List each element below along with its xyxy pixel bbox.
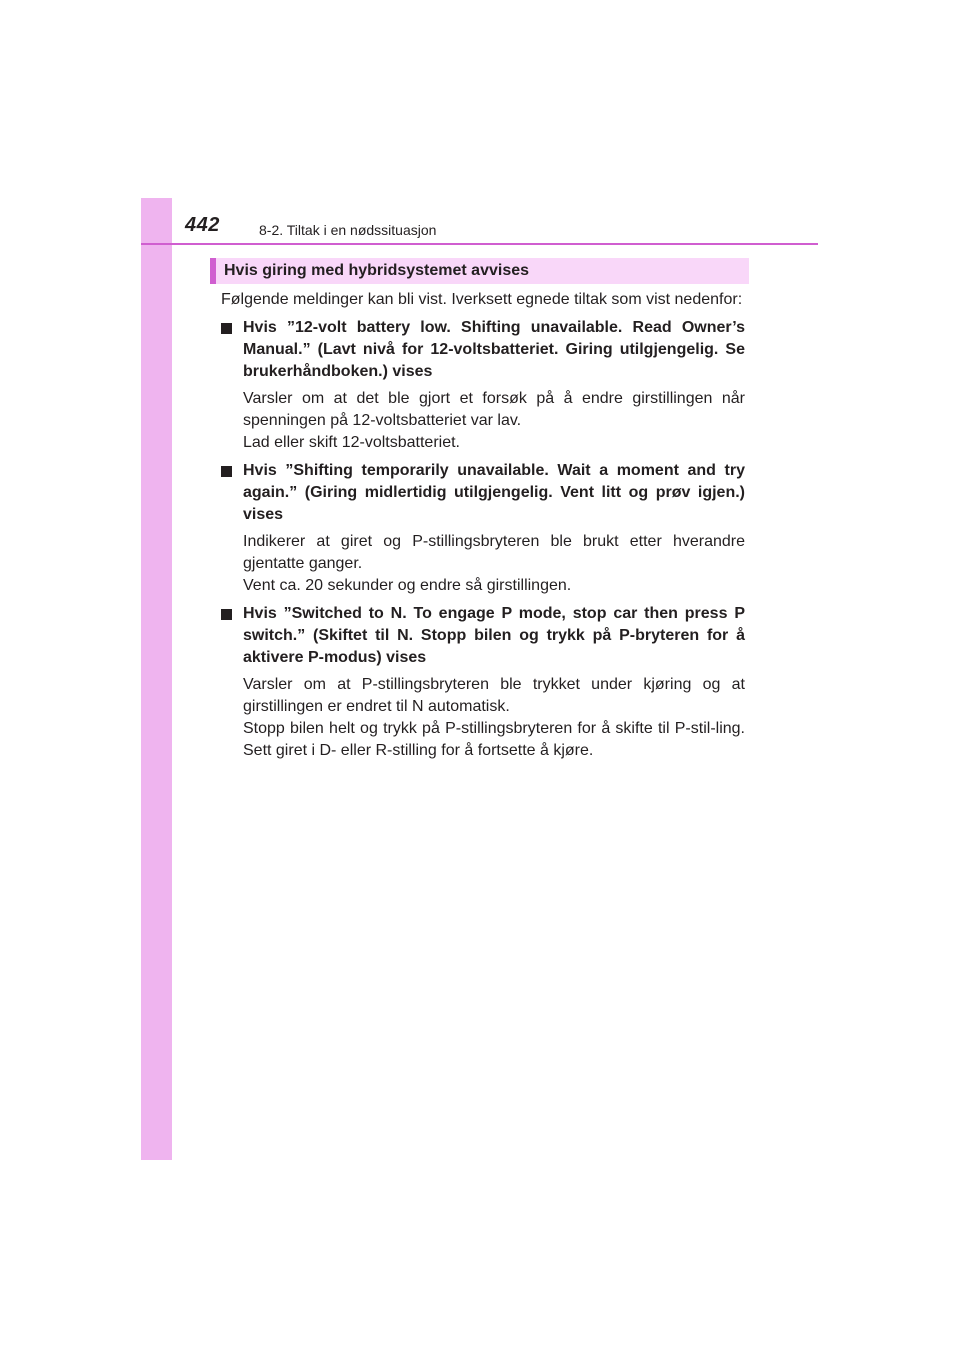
item-body xyxy=(243,674,745,762)
item-heading: Hvis ”Switched to N. To engage P mode, stop car then press P switch.” (Skiftet til N. Stopp bilen og trykk på P-bryteren for å aktivere P-modus) vises xyxy=(243,605,745,666)
item-body-text: Indikerer at giret og P-stillingsbryteren ble brukt etter hverandre gjentatte ganger. xyxy=(243,533,745,572)
chapter-sidebar-tab xyxy=(141,198,172,1160)
item-body xyxy=(243,388,745,454)
section-heading-box xyxy=(210,258,749,284)
list-item xyxy=(221,460,745,597)
item-heading: Hvis ”12-volt battery low. Shifting unavailable. Read Owner’s Manual.” (Lavt nivå for 12-voltsbatteriet. Giring utilgjengelig. Se brukerhåndboken.) vises xyxy=(243,319,745,380)
header-divider xyxy=(141,243,818,245)
item-body-text: Varsler om at P-stillingsbryteren ble trykket under kjøring og at girstillingen er endret til N automatisk. xyxy=(243,676,745,715)
item-body-text: Stopp bilen helt og trykk på P-stillingsbryteren for å skifte til P-stil-ling. Sett giret i D- eller R-stilling for å fortsette å kjøre. xyxy=(243,720,745,759)
page-number: 442 xyxy=(185,214,220,236)
square-bullet-icon xyxy=(221,609,232,620)
main-content xyxy=(221,289,745,766)
item-body-text: Vent ca. 20 sekunder og endre så girstillingen. xyxy=(243,577,572,594)
square-bullet-icon xyxy=(221,466,232,477)
intro-text: Følgende meldinger kan bli vist. Iverksett egnede tiltak som vist nedenfor: xyxy=(221,291,743,308)
item-body-text: Varsler om at det ble gjort et forsøk på å endre girstillingen når spenningen på 12-voltsbatteriet var lav. xyxy=(243,390,745,429)
item-body-text: Lad eller skift 12-voltsbatteriet. xyxy=(243,434,460,451)
list-item xyxy=(221,317,745,454)
item-body xyxy=(243,531,745,597)
section-title: 8-2. Tiltak i en nødssituasjon xyxy=(259,222,437,238)
list-item xyxy=(221,603,745,762)
item-heading: Hvis ”Shifting temporarily unavailable. Wait a moment and try again.” (Giring midlertidig utilgjengelig. Vent litt og prøv igjen.) vises xyxy=(243,462,745,523)
section-heading: Hvis giring med hybridsystemet avvises xyxy=(224,262,530,279)
square-bullet-icon xyxy=(221,323,232,334)
